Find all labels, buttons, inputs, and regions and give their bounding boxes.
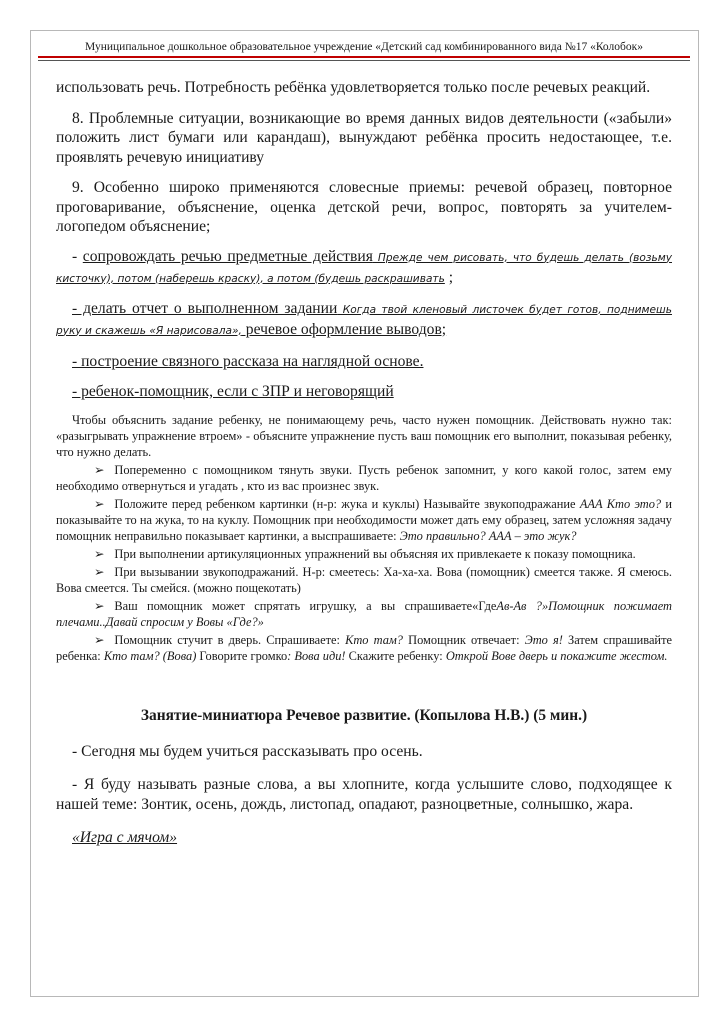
arrow-bullet-icon: ➢ bbox=[94, 564, 105, 579]
bullet-text: Положите перед ребенком картинки (н-р: жука и куклы) Называйте звукоподражание bbox=[114, 496, 580, 511]
paragraph-8: 8. Проблемные ситуации, возникающие во время данных видов деятельности («забыли» положить лист бумаги или карандаш), вынуждают ребёнка просить недостающее, т.е. проявлять речевую инициативу bbox=[56, 109, 672, 166]
bullet-item bbox=[56, 598, 672, 630]
method-example: Прежде чем рисовать, что будешь делать (возьму кисточку), потом (наберешь краску), а потом (будешь раскрашивать bbox=[56, 251, 672, 285]
bullet-italic: ААА Кто это? bbox=[579, 496, 662, 511]
method-title: сопровождать речью предметные действия bbox=[82, 247, 373, 265]
arrow-bullet-icon: ➢ bbox=[94, 632, 105, 647]
bullet-text: При вызывании звукоподражаний. Н-р: смеетесь: Ха-ха-ха. Вова (помощник) смеется также. Я смеюсь. Вова смеется. Ты смейся. (можно пощекотать) bbox=[56, 564, 672, 595]
bullet-item bbox=[56, 462, 672, 494]
helper-section bbox=[56, 412, 672, 664]
method-example: Когда твой кленовый листочек будет готов, поднимешь руку и скажешь «Я нарисовала», bbox=[56, 303, 672, 337]
bullet-text: Ваш помощник может спрятать игрушку, а вы спрашиваете«Где bbox=[114, 598, 497, 613]
dash: - bbox=[72, 247, 83, 265]
document-body bbox=[56, 78, 672, 848]
bullet-item bbox=[56, 546, 672, 562]
bullet-italic: Это правильно? ААА – это жук? bbox=[399, 528, 577, 543]
method-title: - ребенок-помощник, если с ЗПР и неговорящий bbox=[72, 383, 394, 400]
bullet-item bbox=[56, 496, 672, 544]
arrow-bullet-icon: ➢ bbox=[94, 496, 105, 511]
bullet-text: Попеременно с помощником тянуть звуки. Пусть ребенок запомнит, у кого какой голос, затем ему необходимо отвернуться и угадать , кто из вас произнес звук. bbox=[56, 462, 672, 493]
paragraph-continuation: использовать речь. Потребность ребёнка удовлетворяется только после речевых реакций. bbox=[56, 79, 651, 96]
bullet-italic: Открой Вове дверь и покажите жестом. bbox=[445, 648, 668, 663]
method-helper bbox=[56, 382, 672, 402]
bullet-italic: Это я! bbox=[524, 632, 563, 647]
paragraph-9: 9. Особенно широко применяются словесные приемы: речевой образец, повторное проговаривание, объяснение, оценка детской речи, вопрос, повторять за учителем-логопедом объяснение; bbox=[56, 179, 672, 235]
bullet-italic: : Вова иди! bbox=[287, 648, 346, 663]
arrow-bullet-icon: ➢ bbox=[94, 598, 105, 613]
bullet-italic: Кто там? (Вова) bbox=[103, 648, 197, 663]
bullet-text: Говорите громко bbox=[196, 648, 288, 663]
bullet-text: Помощник стучит в дверь. Спрашиваете: bbox=[114, 632, 346, 647]
method-title: - построение связного рассказа на наглядной основе. bbox=[72, 352, 424, 370]
method-story bbox=[56, 352, 672, 372]
teacher-line: - Сегодня мы будем учиться рассказывать про осень. bbox=[72, 742, 423, 760]
header-rule-dark bbox=[38, 60, 690, 61]
method-end: речевое оформление выводов; bbox=[241, 320, 447, 338]
bullet-item bbox=[56, 564, 672, 596]
bullet-italic: Ав-Ав ?»Помощник пожимает плечами..Давай спросим у Вовы «Где?» bbox=[56, 598, 672, 629]
arrow-bullet-icon: ➢ bbox=[94, 462, 105, 477]
helper-intro: Чтобы объяснить задание ребенку, не понимающему речь, часто нужен помощник. Действовать нужно так: «разыгрывать упражнение втроем» - объясните упражнение пусть ваш помощник его выполнит, показывая ребенку, что нужно делать. bbox=[56, 412, 672, 459]
method-report bbox=[56, 299, 672, 341]
bullet-text: Затем спрашивайте ребенка: bbox=[56, 632, 672, 663]
teacher-line: - Я буду называть разные слова, а вы хлопните, когда услышите слово, подходящее к нашей теме: Зонтик, осень, дождь, листопад, опадают, разноцветные, солнышко, жара. bbox=[56, 776, 672, 813]
bullet-item bbox=[56, 632, 672, 664]
bullet-text: При выполнении артикуляционных упражнений вы объясняя их привлекаете к показу помощника. bbox=[114, 546, 636, 561]
bullet-text: и показывайте то на жука, то на куклу. Помощник при необходимости может дать ему образец, затем усложняя задачу помощник неправильно показывает картинки, а выспрашиваете: bbox=[56, 496, 672, 543]
arrow-bullet-icon: ➢ bbox=[94, 546, 105, 561]
method-end: ; bbox=[444, 268, 454, 286]
page-header: Муниципальное дошкольное образовательное учреждение «Детский сад комбинированного вида №17 «Колобок» bbox=[85, 41, 643, 53]
bullet-italic: Кто там? bbox=[345, 632, 404, 647]
section-title: Занятие-миниатюра Речевое развитие. (Копылова Н.В.) (5 мин.) bbox=[140, 706, 588, 724]
method-title: - делать отчет о выполненном задании bbox=[72, 299, 338, 317]
game-title: «Игра с мячом» bbox=[72, 829, 178, 846]
method-accompany-speech bbox=[56, 247, 672, 289]
bullet-text: Помощник отвечает: bbox=[403, 632, 525, 647]
header-rule-red bbox=[38, 56, 690, 58]
bullet-text: Скажите ребенку: bbox=[345, 648, 446, 663]
